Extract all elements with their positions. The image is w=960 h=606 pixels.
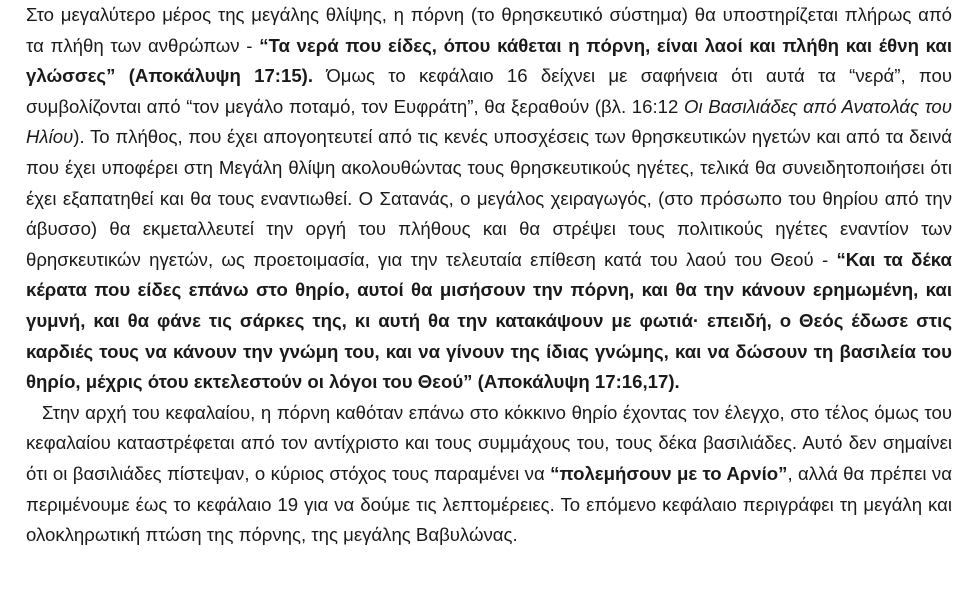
text-segment: ). Το πλήθος, που έχει απογοητευτεί από τις κενές υποσχέσεις των θρησκευτικών ηγετών και από τα δεινά που έχει υποφέρει στη Μεγάλη θλίψη ακολουθώντας τους θρησκευτικούς ηγέτες, τελικά θα συνειδητοποιήσει ότι έχει εξαπατηθεί και θα τους εναντιωθεί. Ο Σατανάς, ο μεγάλος χειραγωγός, (στο πρόσωπο του θηρίου από την άβυσσο) θα εκμεταλλευτεί την οργή του πλήθους και θα στρέψει τους πολιτικούς ηγέτες εναντίον των θρησκευτικών ηγετών, ως προετοιμασία, για την τελευταία επίθεση κατά του λαού του Θεού - <box>26 126 952 270</box>
document-page <box>26 0 952 551</box>
scripture-quote: “Και τα δέκα κέρατα που είδες επάνω στο θηρίο, αυτοί θα μισήσουν την πόρνη, και θα την κάνουν ερημωμένη, και γυμνή, και θα φάνε τις σάρκες της, κι αυτή θα την κατακάψουν με φωτιά· επειδή, ο Θεός έδωσε στις καρδιές τους να κάνουν την γνώμη του, και να γίνουν της ίδιας γνώμης, και να δώσουν τη βασιλεία του θηρίο, μέχρις ότου εκτελεστούν οι λόγοι του Θεού” (Αποκάλυψη 17:16,17). <box>26 248 952 393</box>
paragraph-2 <box>26 398 952 551</box>
text-segment: Στο μεγαλύτερο μέρος της μεγάλης θλίψης, η πόρνη (το θρησκευτικό σύστημα) θα υποστηρίζεται πλήρως από τα πλήθη των ανθρώπων - <box>26 4 952 56</box>
text-segment: Όμως το κεφάλαιο 16 δείχνει με σαφήνεια ότι αυτά τα “νερά”, που συμβολίζονται από “τον μεγάλο ποταμό, τον Ευφράτη”, θα ξεραθούν (βλ. 16:12 <box>26 65 953 117</box>
scripture-quote: “πολεμήσουν με το Αρνίο” <box>550 462 788 484</box>
text-segment: Στην αρχή του κεφαλαίου, η πόρνη καθόταν επάνω στο κόκκινο θηρίο έχοντας τον έλεγχο, στο τέλος όμως του κεφαλαίου καταστρέφεται από τον αντίχριστο και τους συμμάχους του, τους δέκα βασιλιάδες. Αυτό δεν σημαίνει ότι οι βασιλιάδες πίστεψαν, ο κύριος στόχος τους παραμένει να <box>26 401 952 484</box>
reference-title: Οι Βασιλιάδες από Ανατολάς του Ηλίου <box>26 95 952 148</box>
paragraph-1 <box>26 0 952 398</box>
scripture-quote: “Τα νερά που είδες, όπου κάθεται η πόρνη, είναι λαοί και πλήθη και έθνη και γλώσσες” (Αποκάλυψη 17:15). <box>26 34 952 87</box>
text-segment: , αλλά θα πρέπει να περιμένουμε έως το κεφάλαιο 19 για να δούμε τις λεπτομέρειες. Το επόμενο κεφάλαιο περιγράφει τη μεγάλη και ολοκληρωτική πτώση της πόρνης, της μεγάλης Βαβυλώνας. <box>26 462 952 546</box>
